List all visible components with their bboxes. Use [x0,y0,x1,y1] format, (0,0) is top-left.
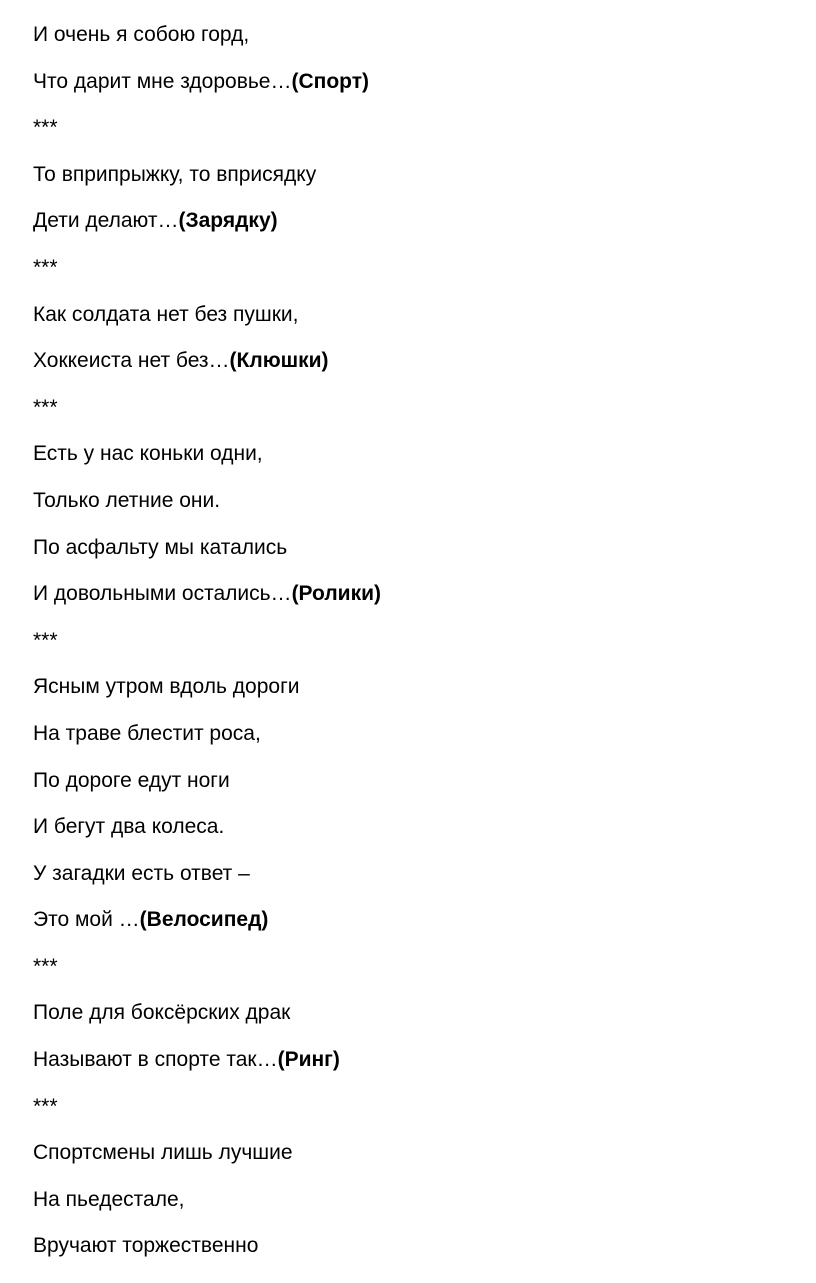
text-line [33,478,793,525]
separator [33,385,793,432]
line-text: *** [33,395,58,419]
line-text: Ясным утром вдоль дороги [33,675,300,699]
line-text: Что дарит мне здоровье… [33,69,292,93]
line-text: Только летние они. [33,488,221,512]
text-line [33,12,793,59]
line-text: И довольными остались… [33,582,292,606]
text-line [33,571,793,618]
line-text: *** [33,116,58,140]
line-text: *** [33,255,58,279]
text-line [33,59,793,106]
line-text: И бегут два колеса. [33,815,225,839]
text-line [33,990,793,1037]
line-text: Есть у нас коньки одни, [33,442,263,466]
line-text: Спортсмены лишь лучшие [33,1141,293,1165]
separator [33,1084,793,1131]
text-line [33,431,793,478]
line-text: На пьедестале, [33,1187,185,1211]
line-text: То вприпрыжку, то вприсядку [33,162,317,186]
text-line [33,1223,793,1270]
line-text: Называют в спорте так… [33,1048,278,1072]
riddle-answer: (Ринг) [277,1048,340,1072]
line-text: На траве блестит роса, [33,721,261,745]
text-line [33,525,793,572]
separator [33,105,793,152]
text-line [33,338,793,385]
line-text: Вручают торжественно [33,1234,259,1258]
separator [33,245,793,292]
text-line [33,711,793,758]
riddle-answer: (Спорт) [291,69,369,93]
text-line [33,292,793,339]
riddle-answer: (Клюшки) [229,349,329,373]
text-line [33,1177,793,1224]
line-text: *** [33,628,58,652]
riddle-answer: (Ролики) [291,582,382,606]
riddle-answer: (Велосипед) [139,908,269,932]
text-line [33,198,793,245]
text-line [33,664,793,711]
text-line [33,1037,793,1084]
text-line [33,804,793,851]
text-line [33,897,793,944]
line-text: *** [33,954,58,978]
line-text: Дети делают… [33,209,179,233]
separator [33,618,793,665]
text-line [33,1130,793,1177]
line-text: Хоккеиста нет без… [33,349,230,373]
line-text: Как солдата нет без пушки, [33,302,299,326]
riddle-answer: (Зарядку) [178,209,278,233]
text-line [33,152,793,199]
document-page [33,0,793,1270]
separator [33,944,793,991]
text-line [33,758,793,805]
line-text: Поле для боксёрских драк [33,1001,291,1025]
line-text: *** [33,1094,58,1118]
line-text: По дороге едут ноги [33,768,230,792]
line-text: Это мой … [33,908,140,932]
text-line [33,851,793,898]
line-text: И очень я собою горд, [33,23,250,46]
line-text: У загадки есть ответ – [33,861,250,885]
line-text: По асфальту мы катались [33,535,288,559]
